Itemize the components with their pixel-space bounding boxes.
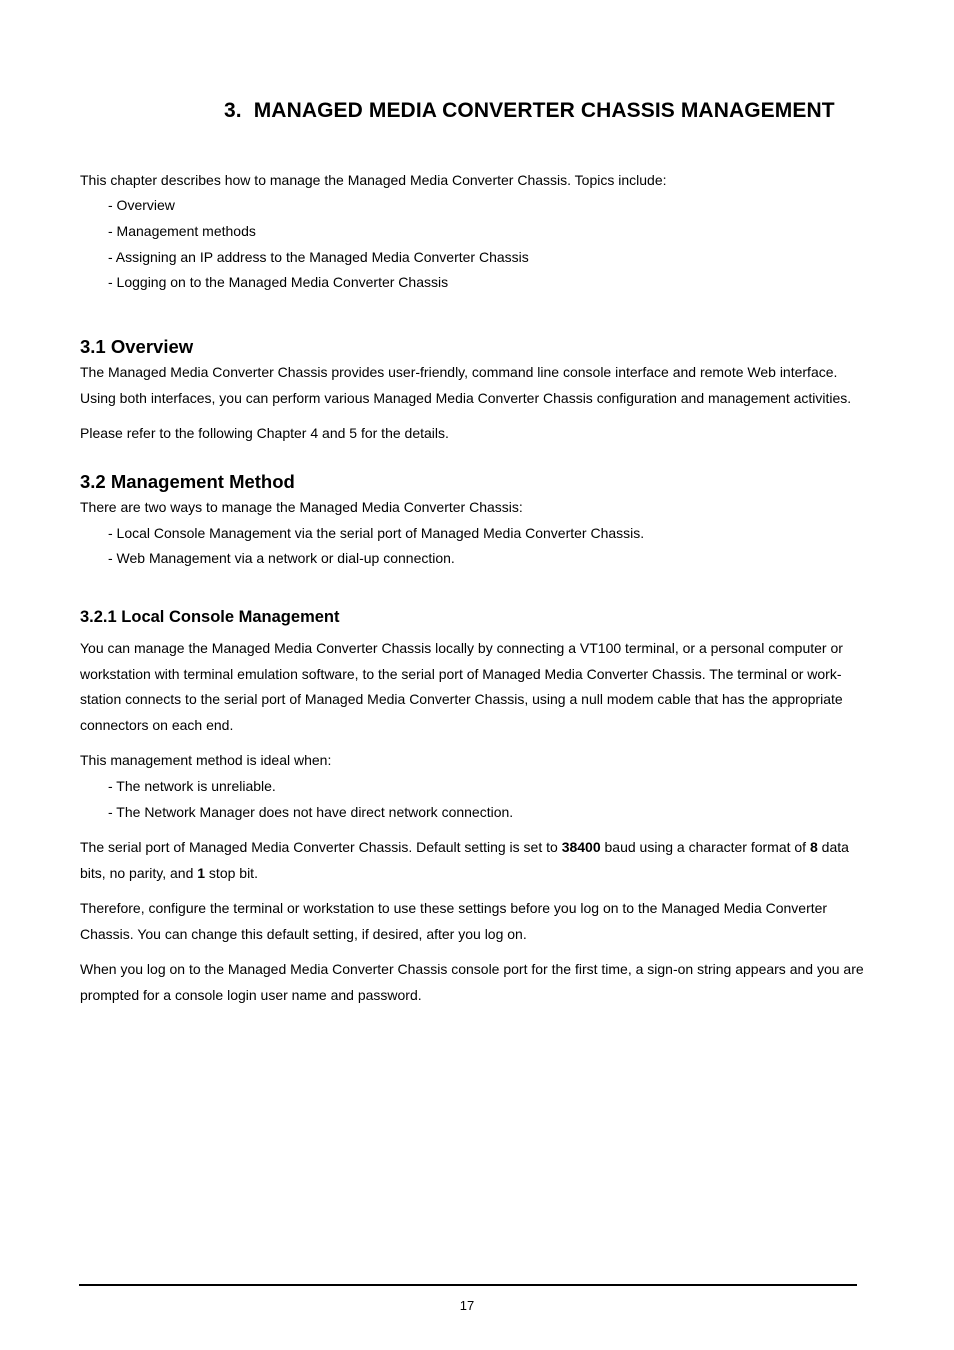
overview-refer: Please refer to the following Chapter 4 and 5 for the details.: [80, 425, 449, 441]
local-console-line: station connects to the serial port of Managed Media Converter Chassis, using a null modem cable that has the appropriate: [80, 691, 843, 707]
footer-rule: [79, 1284, 857, 1286]
section-heading-management-method: 3.2 Management Method: [80, 471, 295, 492]
method-item: - Local Console Management via the serial port of Managed Media Converter Chassis.: [108, 525, 645, 541]
logon-line: prompted for a console login user name and password.: [80, 987, 422, 1003]
method-item: - Web Management via a network or dial-up connection.: [108, 550, 455, 566]
ideal-when-text: This management method is ideal when:: [80, 752, 332, 768]
therefore-line: Therefore, configure the terminal or workstation to use these settings before you log on to the Managed Media Converter: [80, 900, 828, 916]
local-console-line: You can manage the Managed Media Converter Chassis locally by connecting a VT100 terminal, or a personal computer or: [80, 640, 843, 656]
serial-text: The serial port of Managed Media Converter Chassis. Default setting is set to: [80, 839, 562, 855]
serial-text: baud using a character format of: [600, 839, 810, 855]
serial-text: data: [817, 839, 849, 855]
ideal-item: - The network is unreliable.: [108, 778, 276, 794]
serial-settings-line: [80, 834, 849, 860]
serial-text: stop bit.: [205, 865, 258, 881]
local-console-line: workstation with terminal emulation software, to the serial port of Managed Media Converter Chassis. The terminal or work-: [80, 666, 842, 682]
chapter-title: [224, 99, 835, 123]
stop-bit-value: 1: [197, 865, 206, 881]
serial-settings-line: [80, 860, 258, 886]
ideal-item: - The Network Manager does not have direct network connection.: [108, 804, 514, 820]
local-console-line: connectors on each end.: [80, 717, 234, 733]
chapter-number: 3.: [224, 99, 242, 122]
serial-text: bits, no parity, and: [80, 865, 198, 881]
topic-item: - Management methods: [108, 223, 256, 239]
topic-item: - Logging on to the Managed Media Converter Chassis: [108, 274, 449, 290]
logon-line: When you log on to the Managed Media Converter Chassis console port for the first time, a sign-on string appears and you are: [80, 961, 864, 977]
section-heading-overview: 3.1 Overview: [80, 336, 194, 357]
overview-line: The Managed Media Converter Chassis provides user-friendly, command line console interface and remote Web interface.: [80, 364, 838, 380]
topic-item: - Assigning an IP address to the Managed Media Converter Chassis: [108, 249, 529, 265]
baud-value: 38400: [561, 839, 601, 855]
overview-line: Using both interfaces, you can perform various Managed Media Converter Chassis configuration and management activities.: [80, 390, 852, 406]
chapter-title-text: MANAGED MEDIA CONVERTER CHASSIS MANAGEMENT: [253, 99, 835, 122]
section-heading-local-console: 3.2.1 Local Console Management: [80, 608, 340, 626]
data-bits-value: 8: [809, 839, 818, 855]
management-method-text: There are two ways to manage the Managed Media Converter Chassis:: [80, 499, 523, 515]
therefore-line: Chassis. You can change this default setting, if desired, after you log on.: [80, 926, 527, 942]
page-number: 17: [459, 1298, 475, 1313]
topic-item: - Overview: [108, 197, 175, 213]
intro-text: This chapter describes how to manage the Managed Media Converter Chassis. Topics include:: [80, 172, 667, 188]
